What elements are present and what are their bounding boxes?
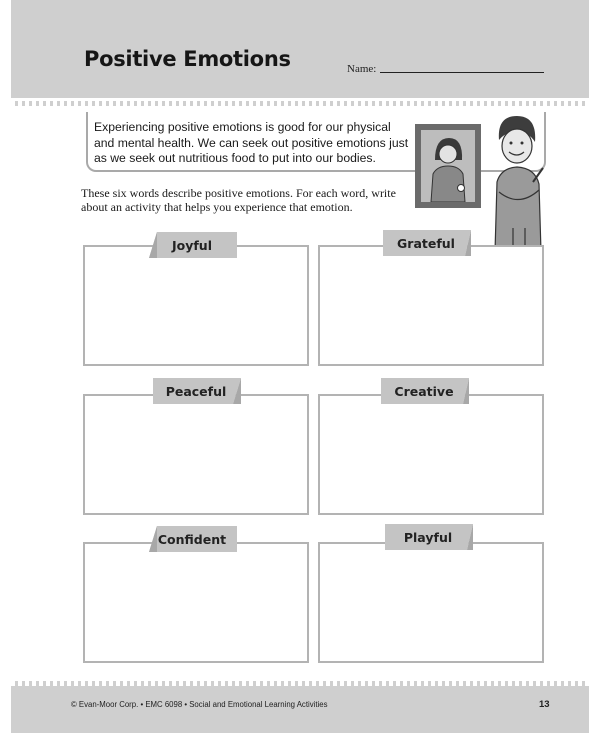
confident-tab (149, 526, 237, 552)
instructions-text: These six words describe positive emotions. For each word, write about an activity that helps you experience that emotion. (81, 186, 396, 214)
standing-girl-illustration (489, 112, 544, 252)
emotion-label: Confident (157, 532, 227, 547)
confident-response-box[interactable] (83, 542, 309, 663)
name-label: Name: (347, 63, 377, 75)
emotion-label: Grateful (397, 236, 455, 251)
name-line[interactable] (380, 72, 544, 73)
creative-tab (381, 378, 469, 404)
intro-text: Experiencing positive emotions is good for our physical and mental health. We can seek out positive emotions just as we seek out nutritious food to put into our bodies. (94, 120, 409, 165)
emotion-label: Peaceful (165, 384, 227, 399)
peaceful-response-box[interactable] (83, 394, 309, 515)
joyful-response-box[interactable] (83, 245, 309, 366)
creative-response-box[interactable] (318, 394, 544, 515)
footer-credit: © Evan-Moor Corp. • EMC 6098 • Social and Emotional Learning Activities (71, 700, 328, 709)
top-dotted-border (11, 101, 589, 106)
joyful-tab (149, 232, 237, 258)
grateful-response-box[interactable] (318, 245, 544, 366)
page-title: Positive Emotions (84, 47, 291, 71)
portrait-canvas (421, 130, 475, 202)
playful-tab (385, 524, 473, 550)
emotion-label: Playful (403, 530, 453, 545)
grateful-tab (383, 230, 471, 256)
framed-portrait (415, 124, 481, 208)
playful-response-box[interactable] (318, 542, 544, 663)
portrait-girl-illustration (421, 130, 475, 202)
worksheet-page (11, 0, 589, 733)
peaceful-tab (153, 378, 241, 404)
footer-band (11, 686, 589, 733)
emotion-label: Creative (394, 384, 454, 399)
page-number: 13 (539, 699, 550, 710)
emotion-label: Joyful (171, 238, 212, 253)
